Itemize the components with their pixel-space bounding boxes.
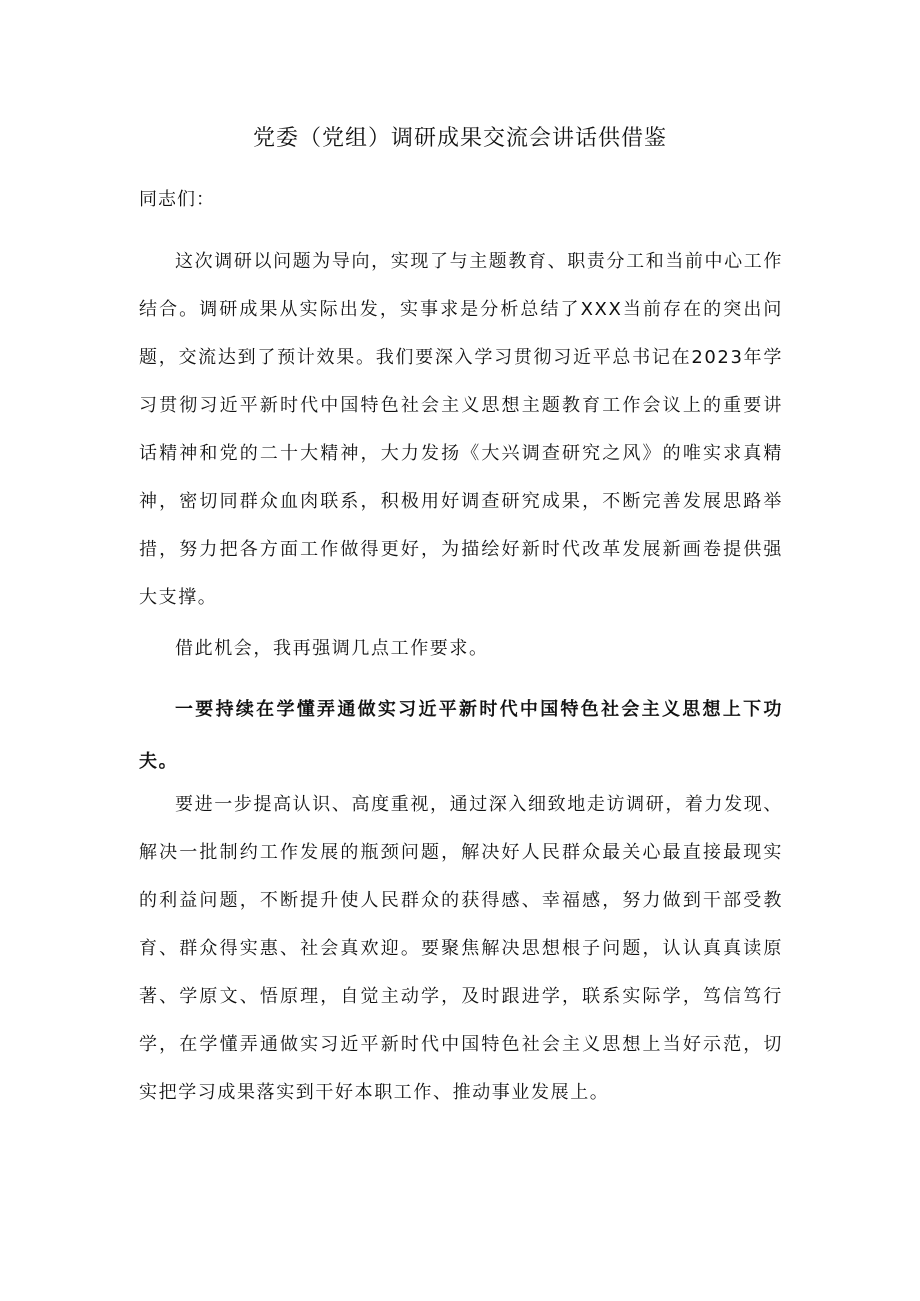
section-paragraph: 要进一步提高认识、高度重视，通过深入细致地走访调研，着力发现、解决一批制约工作发展的瓶颈问题，解决好人民群众最关心最直接最现实的利益问题，不断提升使人民群众的获得感、幸福感，努力做到干部受教育、群众得实惠、社会真欢迎。要聚焦解决思想根子问题，认认真真读原著、学原文、悟原理，自觉主动学，及时跟进学，联系实际学，笃信笃行学，在学懂弄通做实习近平新时代中国特色社会主义思想上当好示范，切实把学习成果落实到干好本职工作、推动事业发展上。 xyxy=(139,794,783,1103)
greeting: 同志们： xyxy=(139,189,215,210)
document-title: 党委（党组）调研成果交流会讲话供借鉴 xyxy=(252,126,667,151)
paragraph-requirements-intro: 借此机会，我再强调几点工作要求。 xyxy=(175,638,489,659)
paragraph-intro: 这次调研以问题为导向，实现了与主题教育、职责分工和当前中心工作结合。调研成果从实际出发，实事求是分析总结了XXX当前存在的突出问题，交流达到了预计效果。我们要深入学习贯彻习近平总书记在2023年学习贯彻习近平新时代中国特色社会主义思想主题教育工作会议上的重要讲话精神和党的二十大精神，大力发扬《大兴调查研究之风》的唯实求真精神，密切同群众血肉联系，积极用好调查研究成果，不断完善发展思路举措，努力把各方面工作做得更好，为描绘好新时代改革发展新画卷提供强大支撑。 xyxy=(139,251,783,608)
section-heading: 一要持续在学懂弄通做实习近平新时代中国特色社会主义思想上下功夫。 xyxy=(139,699,783,772)
